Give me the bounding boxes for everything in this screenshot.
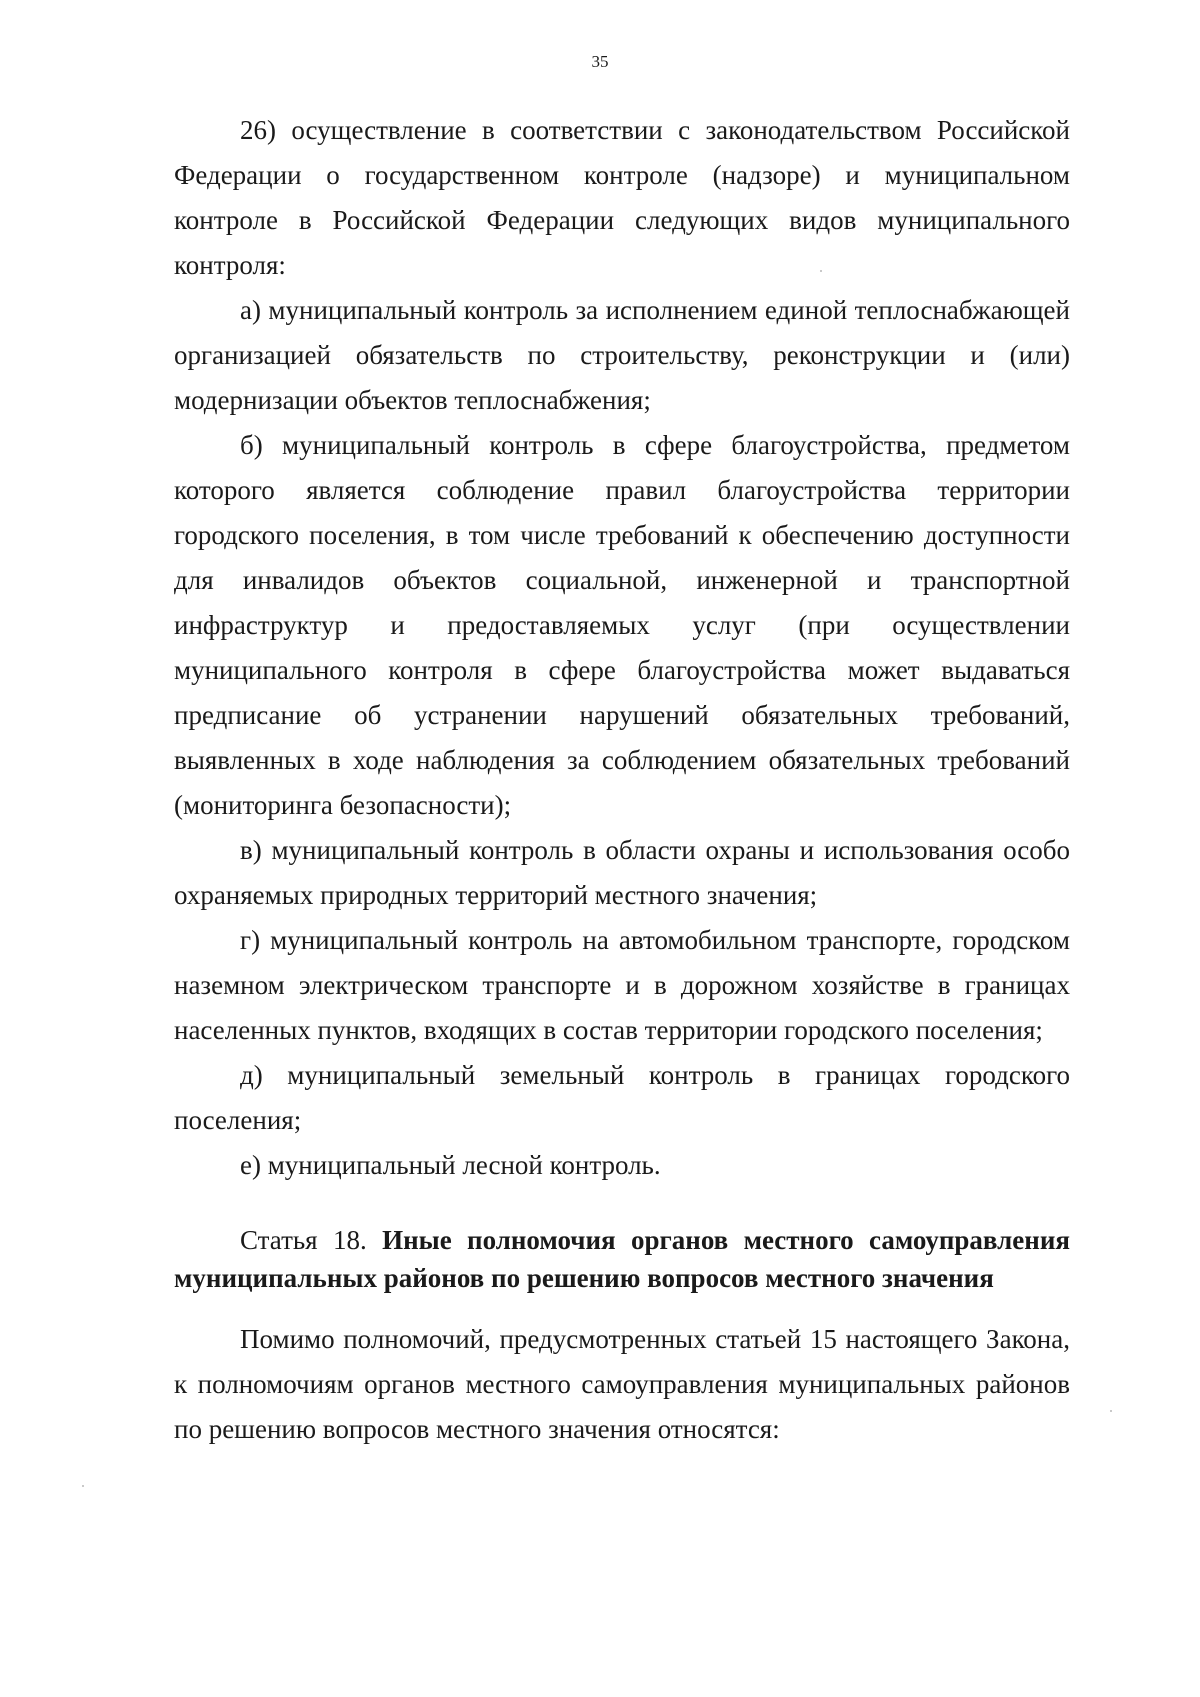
paragraph-item-26: 26) осуществление в соответствии с законодательством Российской Федерации о государственном контроле (надзоре) и муниципальном контроле в Российской Федерации следующих видов муниципального контроля: — [174, 115, 1070, 280]
subparagraph-a: а) муниципальный контроль за исполнением единой теплоснабжающей организацией обязательств по строительству, реконструкции и (или) модернизации объектов теплоснабжения; — [174, 295, 1070, 415]
subparagraph-g: г) муниципальный контроль на автомобильном транспорте, городском наземном электрическом транспорте и в дорожном хозяйстве в границах населенных пунктов, входящих в состав территории городского поселения; — [174, 925, 1070, 1045]
closing-paragraph: Помимо полномочий, предусмотренных статьей 15 настоящего Закона, к полномочиям органов местного самоуправления муниципальных районов по решению вопросов местного значения относятся: — [174, 1324, 1070, 1444]
subparagraph-b: б) муниципальный контроль в сфере благоустройства, предметом которого является соблюдение правил благоустройства территории городского поселения, в том числе требований к обеспечению доступности для инвалидов объектов социальной, инженерной и транспортной инфраструктур и предоставляемых услуг (при осуществлении муниципального контроля в сфере благоустройства может выдаваться предписание об устранении нарушений обязательных требований, выявленных в ходе наблюдения за соблюдением обязательных требований (мониторинга безопасности); — [174, 430, 1070, 820]
subparagraph-d: д) муниципальный земельный контроль в границах городского поселения; — [174, 1060, 1070, 1135]
article-title: Иные полномочия органов местного самоуправления муниципальных районов по решению вопросов местного значения — [174, 1225, 1070, 1293]
subparagraph-e: е) муниципальный лесной контроль. — [240, 1150, 661, 1180]
page-number: 35 — [591, 52, 609, 71]
scan-speck — [820, 270, 822, 272]
document-body — [174, 108, 1070, 1452]
article-number: Статья 18. — [240, 1225, 367, 1255]
scan-speck — [1110, 1410, 1112, 1412]
subparagraph-v: в) муниципальный контроль в области охраны и использования особо охраняемых природных территорий местного значения; — [174, 835, 1070, 910]
article-heading — [174, 1221, 1070, 1297]
scan-speck — [82, 1485, 84, 1487]
